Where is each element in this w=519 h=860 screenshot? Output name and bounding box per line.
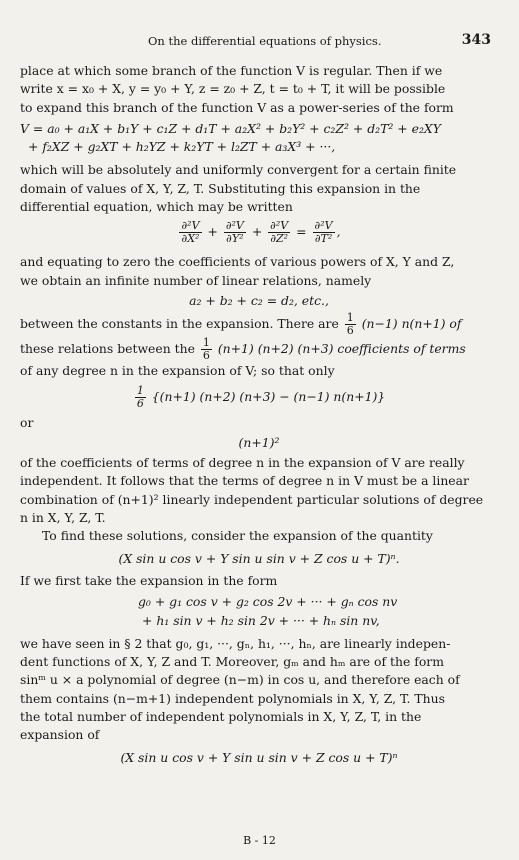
equation-power-series — [20, 120, 498, 157]
text-line: between the constants in the expansion. There are $\frac{1}{6}$ (n−1) n(n+1) of — [20, 311, 462, 338]
text-line: we obtain an infinite number of linear relations, namely — [20, 272, 372, 288]
equation-line: g₀ + g₁ cos v + g₂ cos 2v + ··· + gₙ cos nv — [138, 594, 398, 610]
equation-line: + h₁ sin v + h₂ sin 2v + ··· + hₙ sin nv, — [142, 612, 380, 628]
text-line: expansion of — [20, 727, 100, 743]
text-line: of any degree n in the expansion of V; so that only — [20, 363, 335, 379]
text-line: n in X, Y, Z, T. — [20, 510, 106, 526]
text-line: To find these solutions, consider the expansion of the quantity — [42, 528, 433, 544]
text-line: which will be absolutely and uniformly convergent for a certain finite — [20, 162, 457, 178]
text-line: If we first take the expansion in the form — [20, 572, 278, 588]
equation-fourier — [20, 593, 498, 630]
text-line: independent. It follows that the terms of degree n in V must be a linear — [20, 473, 469, 489]
text-line: place at which some branch of the function V is regular. Then if we — [20, 63, 443, 78]
text-line: we have seen in § 2 that g₀, g₁, ···, gₙ, h₁, ···, hₙ, are linearly indepen- — [20, 635, 451, 651]
fraction: $\frac{\text{∂²V}}{\text{∂X²}}$ — [181, 219, 200, 246]
text-line: domain of values of X, Y, Z, T. Substituting this expansion in the — [20, 180, 421, 196]
text-line: dent functions of X, Y, Z and T. Moreover, gₘ and hₘ are of the form — [20, 654, 444, 670]
text-line: the total number of independent polynomials in X, Y, Z, T, in the — [20, 709, 422, 725]
page-number: 343 — [461, 32, 491, 48]
text-line: combination of (n+1)² linearly independent particular solutions of degree — [20, 491, 484, 507]
fraction: $\frac{1}{6}$ — [136, 383, 144, 410]
equation-relation: a₂ + b₂ + c₂ = d₂, etc., — [189, 292, 329, 308]
equation-wave: $\frac{\text{∂²V}}{\text{∂X²}}$ + $\frac{\text{∂²V}}{\text{∂Y²}}$ + $\frac{\text{∂²V}}{\text{∂Z²}}$ = $\frac{\text{∂²V}}{\text{∂T²}}$ , — [181, 219, 341, 246]
text-line: write x = x₀ + X, y = y₀ + Y, z = z₀ + Z, t = t₀ + T, it will be possible — [20, 81, 446, 97]
text-line: differential equation, which may be written — [20, 199, 293, 215]
text-line: or — [20, 414, 34, 430]
text-line: them contains (n−m+1) independent polynomials in X, Y, Z, T. Thus — [20, 690, 445, 706]
text-line: these relations between the $\frac{1}{6}$ (n+1) (n+2) (n+3) coefficients of terms — [20, 336, 466, 363]
text-line: of the coefficients of terms of degree n in the expansion of V are really — [20, 455, 465, 471]
equation-square: (n+1)² — [238, 434, 280, 450]
equation-quantity-repeat: (X sin u cos v + Y sin u sin v + Z cos u + T)ⁿ — [120, 749, 398, 765]
text-line: to expand this branch of the function V as a power-series of the form — [20, 99, 454, 115]
fraction: $\frac{1}{6}$ — [202, 336, 210, 363]
equation-line: + f₂XZ + g₂XT + h₂YZ + k₂YT + l₂ZT + a₃X³ + ···, — [28, 139, 336, 155]
fraction: $\frac{\text{∂²V}}{\text{∂Z²}}$ — [270, 219, 289, 246]
text-line: sinᵐ u × a polynomial of degree (n−m) in cos u, and therefore each of — [20, 672, 460, 688]
fraction: $\frac{\text{∂²V}}{\text{∂T²}}$ — [314, 219, 333, 246]
equation-count: $\frac{1}{6}$ {(n+1) (n+2) (n+3) − (n−1) n(n+1)} — [136, 383, 386, 410]
running-title: On the differential equations of physics. — [148, 34, 382, 48]
running-header — [0, 28, 519, 50]
text-line: and equating to zero the coefficients of various powers of X, Y and Z, — [20, 254, 455, 270]
equation-quantity: (X sin u cos v + Y sin u sin v + Z cos u + T)ⁿ. — [118, 550, 400, 566]
fraction: $\frac{\text{∂²V}}{\text{∂Y²}}$ — [225, 219, 244, 246]
fraction: $\frac{1}{6}$ — [346, 311, 354, 338]
page-footer-label: B - 12 — [243, 834, 276, 847]
page-body — [20, 62, 498, 771]
equation-line: V = a₀ + a₁X + b₁Y + c₁Z + d₁T + a₂X² + b₂Y² + c₂Z² + d₂T² + e₂XY — [20, 120, 441, 136]
